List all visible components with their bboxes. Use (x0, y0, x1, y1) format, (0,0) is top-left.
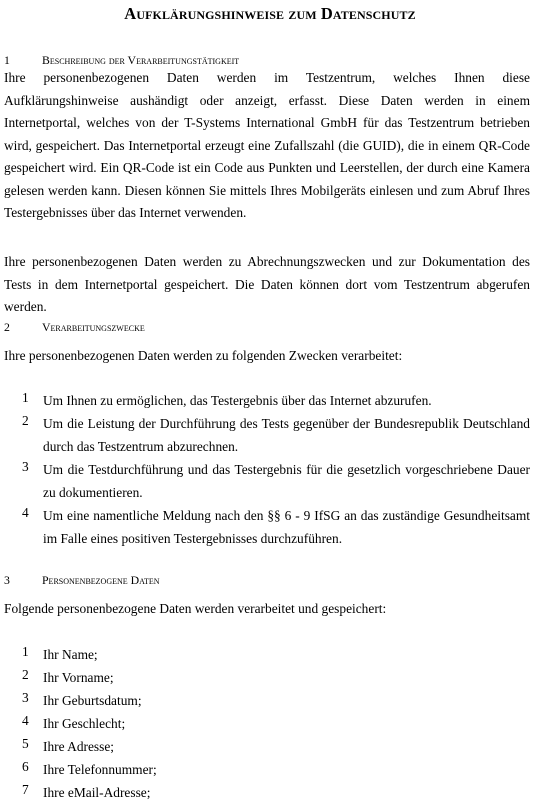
list-item-number: 3 (22, 690, 29, 705)
section-title: Personenbezogene Daten (42, 573, 160, 587)
list-item-number: 5 (22, 736, 29, 751)
list-item-text: Ihre Telefonnummer; (43, 762, 157, 777)
list-item-number: 2 (22, 667, 29, 682)
list-item-text: Um die Testdurchführung und das Testergebnis für die gesetzlich vorgeschriebene Dauer zu dokumentieren. (43, 462, 530, 500)
list-item-number: 7 (22, 782, 29, 797)
list-item-text: Ihr Name; (43, 647, 98, 662)
section-intro: Folgende personenbezogene Daten werden verarbeitet und gespeichert: (4, 601, 387, 616)
list-item-text: Um eine namentliche Meldung nach den §§ 6 - 9 IfSG an das zuständige Gesundheitsamt im Falle eines positiven Testergebnisses durchzuführen. (43, 508, 530, 546)
list-item-text: Um die Leistung der Durchführung des Tests gegenüber der Bundesrepublik Deutschland durch das Testzentrum abzurechnen. (43, 416, 530, 454)
section-paragraph: Ihre personenbezogenen Daten werden zu Abrechnungszwecken und zur Dokumentation des Tests in dem Internetportal gespeichert. Die Daten können dort vom Testzentrum abgerufen werden. (4, 254, 530, 314)
list-item-number: 1 (22, 390, 29, 405)
list-item-number: 6 (22, 759, 29, 774)
list-item-number: 3 (22, 459, 29, 474)
list-item-number: 2 (22, 413, 29, 428)
list-item-text: Ihr Geburtsdatum; (43, 693, 142, 708)
list-item-text: Um Ihnen zu ermöglichen, das Testergebnis über das Internet abzurufen. (43, 393, 432, 408)
document-title: Aufklärungshinweise zum Datenschutz (124, 4, 416, 23)
list-item-number: 4 (22, 713, 29, 728)
list-item-number: 1 (22, 644, 29, 659)
list-item-text: Ihre Adresse; (43, 739, 115, 754)
list-item-text: Ihr Geschlecht; (43, 716, 126, 731)
section-number: 3 (4, 573, 10, 587)
section-title: Verarbeitungszwecke (42, 320, 145, 334)
section-intro: Ihre personenbezogenen Daten werden zu folgenden Zwecken verarbeitet: (4, 348, 403, 363)
list-item-number: 4 (22, 505, 29, 520)
section-paragraph: Ihre personenbezogenen Daten werden im Testzentrum, welches Ihnen diese Aufklärungshinweise aushändigt oder anzeigt, erfasst. Diese Daten werden in einem Internetportal, welches von der T-Systems International GmbH für das Testzentrum betrieben wird, gespeichert. Das Internetportal erzeugt eine Zufallszahl (die GUID), die in einem QR-Code gespeichert wird. Ein QR-Code ist ein Code aus Punkten und Leerstellen, der durch eine Kamera gelesen werden kann. Diesen können Sie mittels Ihres Mobilgeräts einlesen und zum Abruf Ihres Testergebnisses über das Internet verwenden. (4, 70, 530, 220)
list-item-text: Ihre eMail-Adresse; (43, 785, 151, 800)
list-item-text: Ihr Vorname; (43, 670, 114, 685)
section-number: 2 (4, 320, 10, 334)
section-title: Beschreibung der Verarbeitungstätigkeit (42, 53, 240, 67)
section-number: 1 (4, 53, 10, 67)
